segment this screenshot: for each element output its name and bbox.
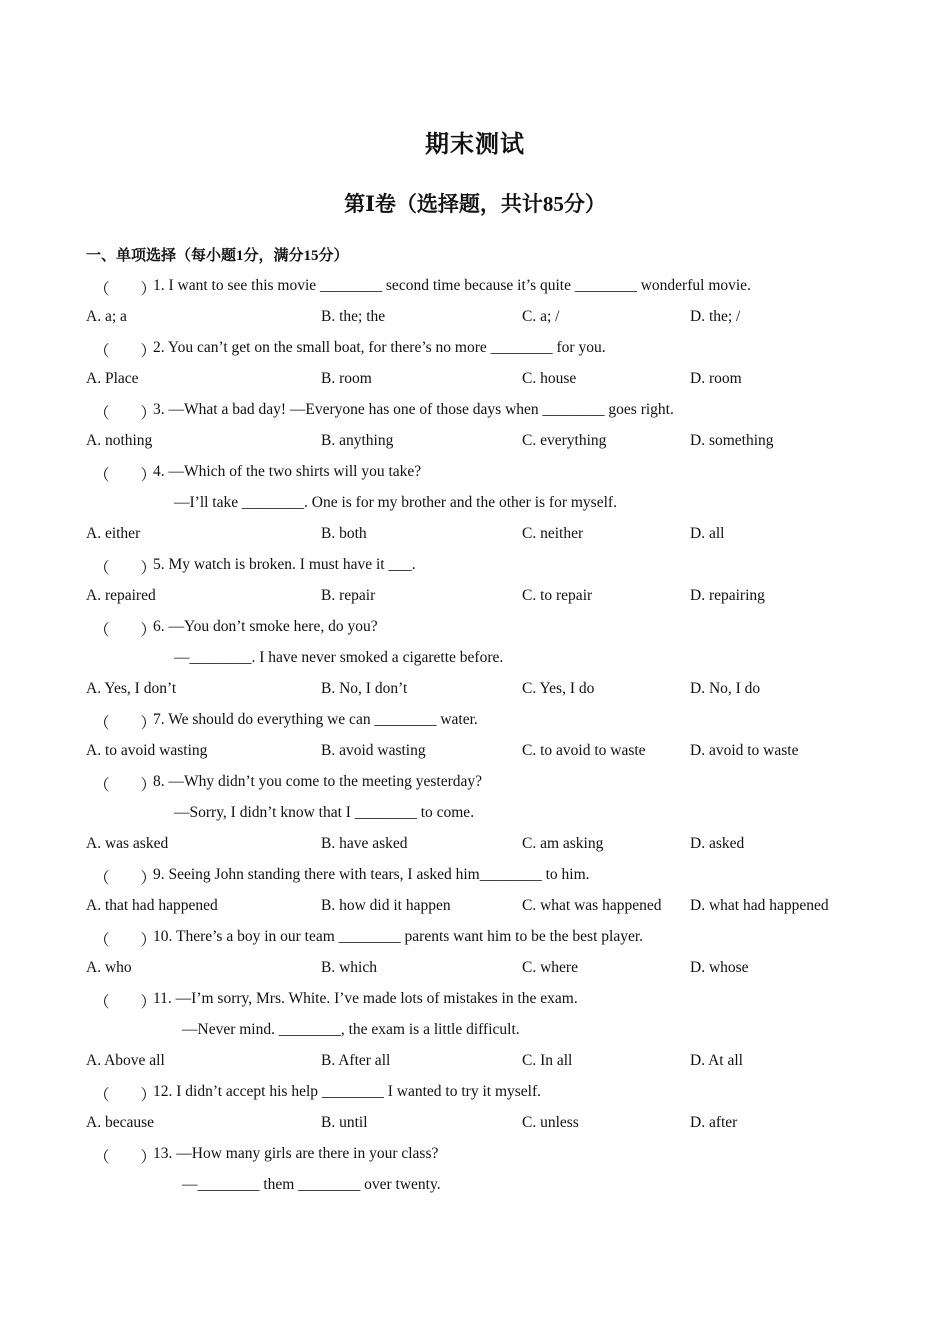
question-2-option-d: D. room bbox=[690, 370, 742, 387]
answer-blank-11: （ ） bbox=[94, 994, 157, 1011]
question-4-option-c: C. neither bbox=[522, 525, 584, 542]
question-8-text: 8. —Why didn’t you come to the meeting yesterday? bbox=[153, 773, 483, 790]
question-12-option-a: A. because bbox=[86, 1114, 154, 1131]
question-7-text: 7. We should do everything we can ________ water. bbox=[153, 711, 478, 728]
section-heading: 一、单项选择（每小题1分，满分15分） bbox=[86, 248, 349, 264]
question-3-option-d: D. something bbox=[690, 432, 774, 449]
answer-blank-2: （ ） bbox=[94, 343, 157, 360]
question-10-option-d: D. whose bbox=[690, 959, 749, 976]
question-6-text: 6. —You don’t smoke here, do you? bbox=[153, 618, 378, 635]
question-3-option-b: B. anything bbox=[321, 432, 394, 449]
answer-blank-7: （ ） bbox=[94, 715, 157, 732]
question-13-reply: —________ them ________ over twenty. bbox=[182, 1176, 441, 1193]
question-9-text: 9. Seeing John standing there with tears, I asked him________ to him. bbox=[153, 866, 590, 883]
question-5-option-a: A. repaired bbox=[86, 587, 156, 604]
question-10-option-c: C. where bbox=[522, 959, 578, 976]
question-5-option-d: D. repairing bbox=[690, 587, 765, 604]
question-4-text: 4. —Which of the two shirts will you take? bbox=[153, 463, 422, 480]
question-2-option-c: C. house bbox=[522, 370, 577, 387]
answer-blank-4: （ ） bbox=[94, 467, 157, 484]
answer-blank-6: （ ） bbox=[94, 622, 157, 639]
question-10-option-b: B. which bbox=[321, 959, 377, 976]
question-12-option-b: B. until bbox=[321, 1114, 368, 1131]
question-11-text: 11. —I’m sorry, Mrs. White. I’ve made lots of mistakes in the exam. bbox=[153, 990, 578, 1007]
question-9-option-d: D. what had happened bbox=[690, 897, 829, 914]
question-7-option-c: C. to avoid to waste bbox=[522, 742, 646, 759]
question-11-reply: —Never mind. ________, the exam is a little difficult. bbox=[182, 1021, 520, 1038]
question-2-text: 2. You can’t get on the small boat, for there’s no more ________ for you. bbox=[153, 339, 606, 356]
question-4-option-b: B. both bbox=[321, 525, 367, 542]
question-11-option-a: A. Above all bbox=[86, 1052, 165, 1069]
question-1-option-c: C. a; / bbox=[522, 308, 560, 325]
question-3-text: 3. —What a bad day! —Everyone has one of those days when ________ goes right. bbox=[153, 401, 674, 418]
question-9-option-c: C. what was happened bbox=[522, 897, 662, 914]
question-4-option-d: D. all bbox=[690, 525, 725, 542]
question-10-text: 10. There’s a boy in our team ________ parents want him to be the best player. bbox=[153, 928, 644, 945]
answer-blank-1: （ ） bbox=[94, 281, 157, 298]
question-1-option-b: B. the; the bbox=[321, 308, 386, 325]
question-2-option-b: B. room bbox=[321, 370, 372, 387]
question-8-option-d: D. asked bbox=[690, 835, 745, 852]
question-6-option-b: B. No, I don’t bbox=[321, 680, 408, 697]
question-6-reply: —________. I have never smoked a cigarette before. bbox=[174, 649, 504, 666]
question-7-option-a: A. to avoid wasting bbox=[86, 742, 208, 759]
document-title: 期末测试 bbox=[425, 132, 525, 158]
question-9-option-a: A. that had happened bbox=[86, 897, 218, 914]
question-4-option-a: A. either bbox=[86, 525, 141, 542]
answer-blank-12: （ ） bbox=[94, 1087, 157, 1104]
answer-blank-13: （ ） bbox=[94, 1149, 157, 1166]
question-8-option-b: B. have asked bbox=[321, 835, 408, 852]
question-9-option-b: B. how did it happen bbox=[321, 897, 451, 914]
question-7-option-d: D. avoid to waste bbox=[690, 742, 799, 759]
document-subtitle: 第Ⅰ卷（选择题，共计85分） bbox=[344, 192, 606, 216]
question-1-option-a: A. a; a bbox=[86, 308, 127, 325]
answer-blank-5: （ ） bbox=[94, 560, 157, 577]
question-10-option-a: A. who bbox=[86, 959, 132, 976]
question-8-option-c: C. am asking bbox=[522, 835, 604, 852]
answer-blank-10: （ ） bbox=[94, 932, 157, 949]
question-5-text: 5. My watch is broken. I must have it ___. bbox=[153, 556, 416, 573]
question-11-option-c: C. In all bbox=[522, 1052, 573, 1069]
answer-blank-3: （ ） bbox=[94, 405, 157, 422]
question-13-text: 13. —How many girls are there in your class? bbox=[153, 1145, 439, 1162]
answer-blank-9: （ ） bbox=[94, 870, 157, 887]
question-11-option-b: B. After all bbox=[321, 1052, 391, 1069]
question-6-option-a: A. Yes, I don’t bbox=[86, 680, 177, 697]
question-3-option-a: A. nothing bbox=[86, 432, 153, 449]
question-12-option-d: D. after bbox=[690, 1114, 738, 1131]
question-2-option-a: A. Place bbox=[86, 370, 139, 387]
question-5-option-c: C. to repair bbox=[522, 587, 593, 604]
question-3-option-c: C. everything bbox=[522, 432, 607, 449]
question-1-option-d: D. the; / bbox=[690, 308, 741, 325]
question-6-option-c: C. Yes, I do bbox=[522, 680, 595, 697]
question-6-option-d: D. No, I do bbox=[690, 680, 761, 697]
question-8-reply: —Sorry, I didn’t know that I ________ to come. bbox=[174, 804, 475, 821]
question-12-text: 12. I didn’t accept his help ________ I wanted to try it myself. bbox=[153, 1083, 541, 1100]
question-4-reply: —I’ll take ________. One is for my brother and the other is for myself. bbox=[174, 494, 617, 511]
question-1-text: 1. I want to see this movie ________ second time because it’s quite ________ wonderful movie. bbox=[153, 277, 751, 294]
question-7-option-b: B. avoid wasting bbox=[321, 742, 426, 759]
answer-blank-8: （ ） bbox=[94, 777, 157, 794]
question-12-option-c: C. unless bbox=[522, 1114, 579, 1131]
question-11-option-d: D. At all bbox=[690, 1052, 743, 1069]
question-5-option-b: B. repair bbox=[321, 587, 376, 604]
question-8-option-a: A. was asked bbox=[86, 835, 169, 852]
